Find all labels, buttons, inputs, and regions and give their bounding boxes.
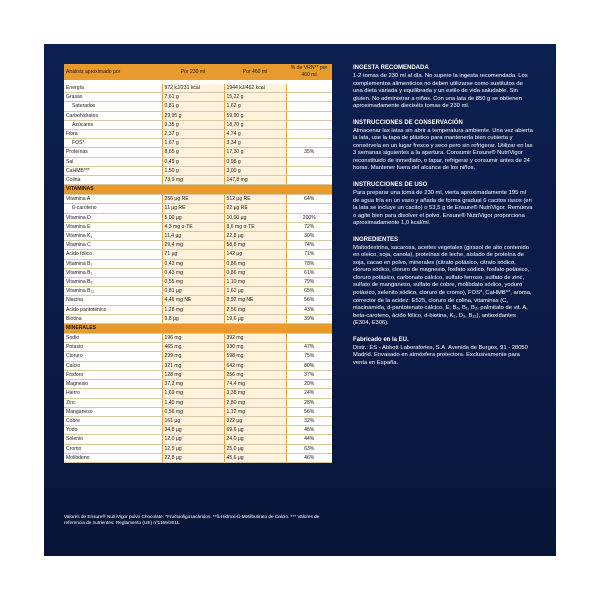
table-row xyxy=(64,314,332,323)
value-460ml: 930 mg xyxy=(224,343,286,352)
value-460ml: 4,74 g xyxy=(224,130,286,139)
table-row xyxy=(64,259,332,268)
nutrient-name: FOS* xyxy=(64,139,162,148)
value-230ml: 34,8 µg xyxy=(162,426,224,435)
nutrient-name: Carbohidratos xyxy=(64,111,162,120)
table-row xyxy=(64,407,332,416)
value-230ml: 256 µg RE xyxy=(162,195,224,204)
value-230ml: 0,55 mg xyxy=(162,278,224,287)
table-row xyxy=(64,130,332,139)
value-460ml: 8,92 mg NE xyxy=(224,296,286,305)
info-column xyxy=(353,64,533,375)
vrn-percent: 80% xyxy=(286,361,332,370)
section-text: Para preparar una toma de 230 ml, vierta aproximadamente 195 ml de agua fría en un vaso y añada de forma gradual 6 cacitos rasos (en la lata se incluye un cacito) o 53,5 g de Ensure® NutriVigor. Remueva o agite bien para disolver el polvo. Ensure® NutriVigor proporciona aproximadamente 1,0 kcal/ml. xyxy=(353,190,533,227)
nutrition-table xyxy=(64,64,332,463)
nutrient-name: ß-caroteno xyxy=(64,204,162,213)
value-460ml: 1944 kJ/462 kcal xyxy=(224,84,286,93)
nutrient-name: Colina xyxy=(64,176,162,185)
value-460ml: 18,70 g xyxy=(224,120,286,129)
vrn-percent xyxy=(286,120,332,129)
value-460ml: 322 µg xyxy=(224,416,286,425)
value-230ml: 972 kJ/231 kcal xyxy=(162,84,224,93)
nutrient-name: Azúcares xyxy=(64,120,162,129)
value-460ml: 24,0 µg xyxy=(224,435,286,444)
vrn-percent xyxy=(286,111,332,120)
value-460ml: 642 mg xyxy=(224,361,286,370)
value-230ml: 71 µg xyxy=(162,250,224,259)
table-row xyxy=(64,380,332,389)
table-row xyxy=(64,213,332,222)
section-title: VITAMINAS xyxy=(64,185,332,195)
header-230ml: Por 230 ml xyxy=(162,64,224,80)
table-row xyxy=(64,148,332,157)
table-row xyxy=(64,361,332,370)
table-row xyxy=(64,120,332,129)
value-230ml: 0,56 mg xyxy=(162,407,224,416)
vrn-percent: 74% xyxy=(286,241,332,250)
nutrient-name: Zinc xyxy=(64,398,162,407)
nutrient-name: Vitamina D xyxy=(64,213,162,222)
value-460ml: 1,62 µg xyxy=(224,287,286,296)
section-text: Maltodextrina, sacarosa, aceites vegetales (girasol de alto contenido en oleico, soja, canola), proteínas de leche, aislado de proteína de soja, cacao en polvo, minerales (citrato potásico, citrato sódico, cloruro sódico, cloruro de magnesio, fosfato sódico, fosfato potásico, cloruro potásico, carbonato cálcico, sulfato ferroso, sulfato de zinc, sulfato de manganeso, sulfato de cobre, molibdato sódico, yoduro potásico, selenito sódico, cloruro de cromo), FOS*, CaHMB**, aroma, corrector de la acidez: E525, cloruro de colina, vitaminas (C, niacinamida, d-pantotenato cálcico, E, B₆, B₁, B₂, palmitato de vit. A, beta-caroteno, ácido fólico, d-biotina, K₁, D₃, B₁₂), antioxidantes (E304, E306). xyxy=(353,244,532,327)
value-230ml: 0,49 g xyxy=(162,157,224,166)
value-460ml: 1,12 mg xyxy=(224,407,286,416)
table-row xyxy=(64,444,332,453)
vrn-percent xyxy=(286,334,332,343)
vrn-percent xyxy=(286,84,332,93)
vrn-percent xyxy=(286,102,332,111)
table-footnote: Valores de Ensure® NutriVigor polvo Chocolate. *Fructooligosacáridos. **ß-Hidroxi-ß-Metilbutirato de Calcio. *** Valores de referencia de nutrientes: Reglamento (UE) nº1169/2011. xyxy=(64,514,320,525)
value-460ml: 2,80 mg xyxy=(224,398,286,407)
nutrient-name: Potasio xyxy=(64,343,162,352)
table-row xyxy=(64,343,332,352)
value-230ml: 11,4 µg xyxy=(162,232,224,241)
nutrient-name: Vitamina B₆ xyxy=(64,278,162,287)
nutrient-name: Cobre xyxy=(64,416,162,425)
table-row xyxy=(64,352,332,361)
value-230ml: 299 mg xyxy=(162,352,224,361)
vrn-percent xyxy=(286,157,332,166)
table-row xyxy=(64,204,332,213)
value-460ml: 17,30 g xyxy=(224,148,286,157)
nutrient-name: Ácido fólico xyxy=(64,250,162,259)
value-460ml: 0,98 g xyxy=(224,157,286,166)
vrn-percent: 47% xyxy=(286,343,332,352)
nutrient-name: Biotina xyxy=(64,314,162,323)
table-row xyxy=(64,166,332,175)
table-row xyxy=(64,102,332,111)
table-row xyxy=(64,416,332,425)
table-row xyxy=(64,84,332,93)
value-230ml: 73,9 mg xyxy=(162,176,224,185)
vrn-percent: 46% xyxy=(286,453,332,462)
table-row xyxy=(64,334,332,343)
vrn-percent: 28% xyxy=(286,398,332,407)
nutrient-name: Saturados xyxy=(64,102,162,111)
table-row xyxy=(64,241,332,250)
value-230ml: 11 µg RE xyxy=(162,204,224,213)
nutrient-name: CaHMB*** xyxy=(64,166,162,175)
value-460ml: 10,00 µg xyxy=(224,213,286,222)
value-460ml: 15,22 g xyxy=(224,93,286,102)
vrn-percent: 44% xyxy=(286,435,332,444)
table-row xyxy=(64,139,332,148)
value-230ml: 12,5 µg xyxy=(162,444,224,453)
table-row xyxy=(64,268,332,277)
nutrient-name: Vitamina E xyxy=(64,222,162,231)
table-row xyxy=(64,157,332,166)
vrn-percent: 56% xyxy=(286,407,332,416)
nutrition-table-wrap xyxy=(64,64,332,463)
value-230ml: 29,4 mg xyxy=(162,241,224,250)
value-230ml: 4,3 mg α-TE xyxy=(162,222,224,231)
vrn-percent xyxy=(286,93,332,102)
nutrient-name: Proteínas xyxy=(64,148,162,157)
nutrient-name: Vitamina C xyxy=(64,241,162,250)
value-460ml: 22,8 µg xyxy=(224,232,286,241)
value-230ml: 22,8 µg xyxy=(162,453,224,462)
nutrient-name: Niacina xyxy=(64,296,162,305)
vrn-percent: 43% xyxy=(286,305,332,314)
header-analysis: Análisis aproximado por xyxy=(64,64,162,80)
vrn-percent xyxy=(286,166,332,175)
value-230ml: 0,81 µg xyxy=(162,287,224,296)
value-230ml: 29,95 g xyxy=(162,111,224,120)
value-460ml: 58,8 mg xyxy=(224,241,286,250)
vrn-percent: 39% xyxy=(286,314,332,323)
nutrient-name: Vitamina A xyxy=(64,195,162,204)
value-230ml: 128 mg xyxy=(162,370,224,379)
vrn-percent: 72% xyxy=(286,222,332,231)
vrn-percent: 64% xyxy=(286,195,332,204)
table-header-row xyxy=(64,64,332,80)
nutrient-name: Grasas xyxy=(64,93,162,102)
vrn-percent: 65% xyxy=(286,287,332,296)
value-460ml: 3,00 g xyxy=(224,166,286,175)
section-heading: INSTRUCCIONES DE USO xyxy=(353,182,428,189)
section-heading: Fabricado en la EU. xyxy=(353,336,409,343)
nutrient-name: Manganeso xyxy=(64,407,162,416)
value-230ml: 321 mg xyxy=(162,361,224,370)
table-row xyxy=(64,93,332,102)
table-row xyxy=(64,176,332,185)
vrn-percent: 71% xyxy=(286,250,332,259)
section-header-vitamins xyxy=(64,185,332,195)
value-230ml: 1,28 mg xyxy=(162,305,224,314)
vrn-percent: 37% xyxy=(286,370,332,379)
value-460ml: 0,86 mg xyxy=(224,268,286,277)
value-460ml: 392 mg xyxy=(224,334,286,343)
value-230ml: 1,50 g xyxy=(162,166,224,175)
value-230ml: 7,61 g xyxy=(162,93,224,102)
value-230ml: 1,40 mg xyxy=(162,398,224,407)
value-230ml: 0,43 mg xyxy=(162,259,224,268)
section-heading: INGESTA RECOMENDADA xyxy=(353,65,429,71)
nutrient-name: Sodio xyxy=(64,334,162,343)
header-vrn: % de VRN** por 460 ml xyxy=(286,64,332,80)
value-230ml: 196 mg xyxy=(162,334,224,343)
nutrient-name: Energía xyxy=(64,84,162,93)
value-230ml: 1,69 mg xyxy=(162,389,224,398)
table-row xyxy=(64,195,332,204)
nutrient-name: Fibra xyxy=(64,130,162,139)
value-230ml: 5,00 µg xyxy=(162,213,224,222)
nutrient-name: Fósforo xyxy=(64,370,162,379)
value-460ml: 3,34 g xyxy=(224,139,286,148)
section-title: MINERALES xyxy=(64,324,332,334)
vrn-percent: 200% xyxy=(286,213,332,222)
value-460ml: 69,6 µg xyxy=(224,426,286,435)
value-230ml: 465 mg xyxy=(162,343,224,352)
value-460ml: 142 µg xyxy=(224,250,286,259)
section-text: Distr.: ES - Abbott Laboratories, S.A. Avenida de Burgos, 91 - 28050 Madrid. Envasado en atmósfera protectora. Exclusivamente para venta en España. xyxy=(353,344,528,366)
table-row xyxy=(64,287,332,296)
vrn-percent: 75% xyxy=(286,352,332,361)
value-460ml: 45,6 µg xyxy=(224,453,286,462)
nutrient-name: Selenio xyxy=(64,435,162,444)
vrn-percent: 63% xyxy=(286,444,332,453)
value-460ml: 147,8 mg xyxy=(224,176,286,185)
table-row xyxy=(64,296,332,305)
section-heading: INGREDIENTES xyxy=(353,236,399,243)
table-row xyxy=(64,222,332,231)
vrn-percent: 61% xyxy=(286,268,332,277)
vrn-percent xyxy=(286,204,332,213)
value-230ml: 2,37 g xyxy=(162,130,224,139)
table-row xyxy=(64,305,332,314)
table-row xyxy=(64,398,332,407)
value-460ml: 2,56 mg xyxy=(224,305,286,314)
value-460ml: 0,86 mg xyxy=(224,259,286,268)
vrn-percent xyxy=(286,176,332,185)
table-row xyxy=(64,435,332,444)
value-460ml: 8,6 mg α-TE xyxy=(224,222,286,231)
value-460ml: 1,62 g xyxy=(224,102,286,111)
value-230ml: 12,0 µg xyxy=(162,435,224,444)
value-460ml: 3,38 mg xyxy=(224,389,286,398)
vrn-percent: 35% xyxy=(286,148,332,157)
value-460ml: 512 µg RE xyxy=(224,195,286,204)
value-230ml: 9,35 g xyxy=(162,120,224,129)
value-460ml: 22 µg RE xyxy=(224,204,286,213)
value-230ml: 0,81 g xyxy=(162,102,224,111)
value-230ml: 9,8 µg xyxy=(162,314,224,323)
nutrient-name: Vitamina B₂ xyxy=(64,268,162,277)
value-230ml: 37,2 mg xyxy=(162,380,224,389)
value-460ml: 256 mg xyxy=(224,370,286,379)
table-row xyxy=(64,250,332,259)
table-row xyxy=(64,370,332,379)
section-header-minerals xyxy=(64,324,332,334)
nutrient-name: Vitamina B₁ xyxy=(64,259,162,268)
value-230ml: 4,46 mg NE xyxy=(162,296,224,305)
value-230ml: 1,67 g xyxy=(162,139,224,148)
header-460ml: Por 460 ml xyxy=(224,64,286,80)
nutrient-name: Hierro xyxy=(64,389,162,398)
vrn-percent: 79% xyxy=(286,278,332,287)
vrn-percent: 24% xyxy=(286,389,332,398)
section-heading: INSTRUCCIONES DE CONSERVACIÓN xyxy=(353,119,463,126)
nutrient-name: Yodo xyxy=(64,426,162,435)
value-460ml: 19,6 µg xyxy=(224,314,286,323)
nutrient-name: Magnesio xyxy=(64,380,162,389)
nutrient-name: Vitamina K₁ xyxy=(64,232,162,241)
table-row xyxy=(64,453,332,462)
value-230ml: 161 µg xyxy=(162,416,224,425)
vrn-percent: 56% xyxy=(286,296,332,305)
vrn-percent xyxy=(286,130,332,139)
value-460ml: 598 mg xyxy=(224,352,286,361)
value-230ml: 8,65 g xyxy=(162,148,224,157)
nutrient-name: Cromo xyxy=(64,444,162,453)
table-row xyxy=(64,232,332,241)
vrn-percent: 78% xyxy=(286,259,332,268)
table-row xyxy=(64,426,332,435)
vrn-percent: 20% xyxy=(286,380,332,389)
section-text: 1-2 tomas de 230 ml al día. No supere la ingesta recomendada. Los complementos alimenticios no deben utilizarse como sustitutos de una dieta variada y equilibrada y un estilo de vida saludable. Sin gluten. No administrar a niños. Con una lata de 850 g se obtienen aproximadamente dieciséis tomas de 230 ml. xyxy=(353,73,528,110)
nutrient-name: Sal xyxy=(64,157,162,166)
section-text: Almacenar las latas sin abrir a temperatura ambiente. Una vez abierta la lata, use la tapa de plástico para mantenerla bien cubierta y consérvela en un lugar fresco y seco pero sin refrigerar. Utilizar en las 3 semanas siguientes a la apertura. Consumir Ensure® NutriVigor reconstituido de inmediato, o tapar, refrigerar y consumir antes de 24 horas. Mantener fuera del alcance de los niños. xyxy=(353,127,533,172)
table-row xyxy=(64,111,332,120)
value-460ml: 74,4 mg xyxy=(224,380,286,389)
nutrient-name: Vitamina B₁₂ xyxy=(64,287,162,296)
value-460ml: 25,0 µg xyxy=(224,444,286,453)
vrn-percent: 32% xyxy=(286,416,332,425)
vrn-percent xyxy=(286,139,332,148)
value-460ml: 59,90 g xyxy=(224,111,286,120)
nutrient-name: Molibdeno xyxy=(64,453,162,462)
nutrient-name: Calcio xyxy=(64,361,162,370)
vrn-percent: 46% xyxy=(286,426,332,435)
vrn-percent: 30% xyxy=(286,232,332,241)
value-460ml: 1,10 mg xyxy=(224,278,286,287)
value-230ml: 0,43 mg xyxy=(162,268,224,277)
table-row xyxy=(64,278,332,287)
table-row xyxy=(64,389,332,398)
nutrient-name: Ácido pantoténico xyxy=(64,305,162,314)
nutrient-name: Cloruro xyxy=(64,352,162,361)
